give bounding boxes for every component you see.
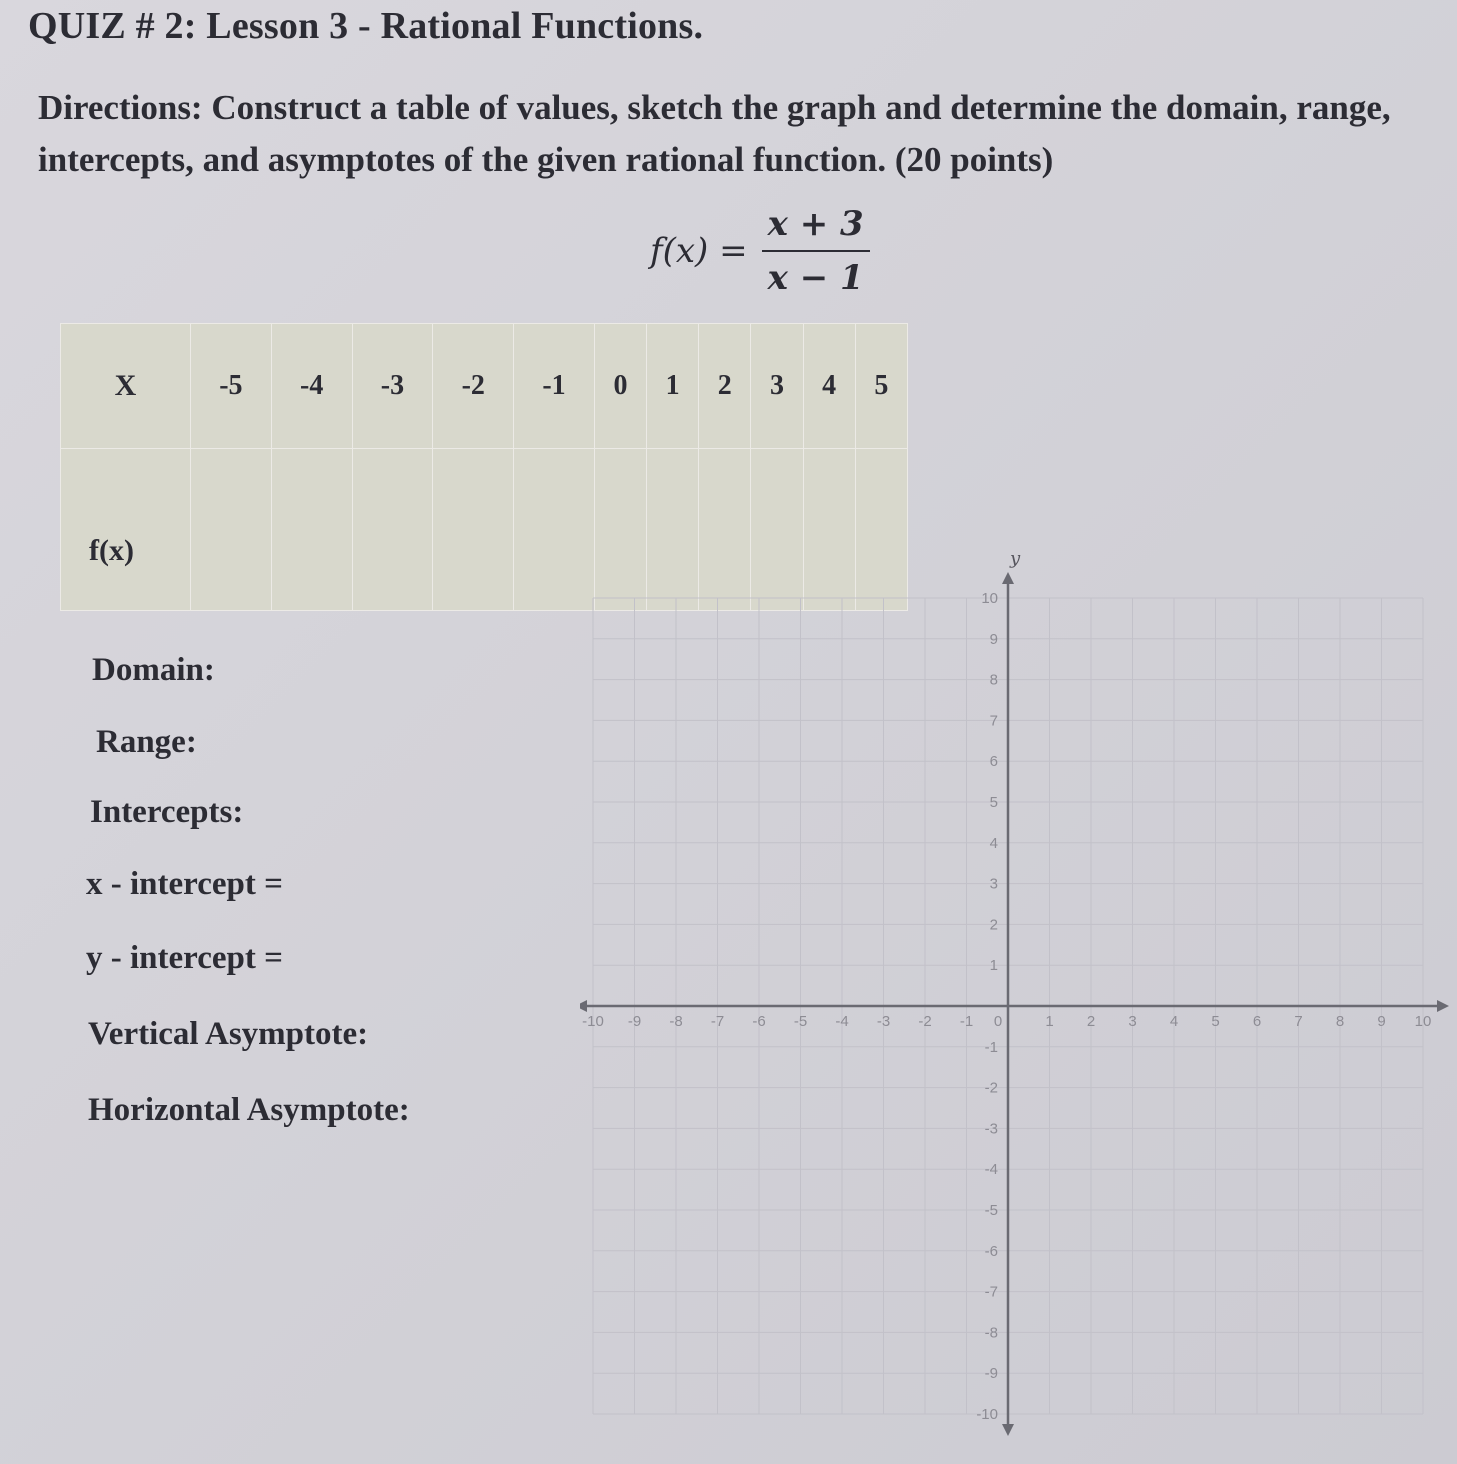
fx-answer-cell[interactable] [433, 449, 514, 611]
axes [580, 572, 1449, 1436]
y-tick-label: -1 [984, 1038, 998, 1056]
formula-denominator: x − 1 [767, 258, 864, 298]
x-value-cell: 0 [594, 324, 646, 449]
x-tick-label: -9 [627, 1013, 642, 1030]
x-tick-label: 5 [1211, 1013, 1220, 1030]
y-tick-label: -7 [984, 1283, 998, 1301]
fx-answer-cell[interactable] [271, 449, 352, 611]
coordinate-plane[interactable] [580, 548, 1450, 1448]
y-tick-label: 10 [981, 590, 998, 607]
y-tick-label: -2 [984, 1079, 998, 1097]
x-intercept-label: x - intercept = [86, 866, 283, 902]
formula-lhs: f(x) = [650, 231, 748, 271]
x-tick-label: 7 [1294, 1013, 1303, 1030]
x-tick-label: -8 [669, 1013, 683, 1030]
x-row [61, 324, 908, 449]
horizontal-asymptote-label: Horizontal Asymptote: [88, 1092, 410, 1128]
y-tick-label: 3 [989, 875, 998, 893]
x-value-cell: 2 [699, 324, 751, 449]
x-tick-label: -7 [710, 1013, 725, 1030]
vertical-asymptote-label: Vertical Asymptote: [88, 1016, 369, 1052]
y-tick-label: 5 [989, 794, 998, 811]
x-tick-label: -3 [876, 1013, 891, 1030]
x-tick-label: 2 [1086, 1013, 1096, 1030]
x-tick-label: -2 [918, 1013, 932, 1030]
y-tick-label: 8 [989, 671, 998, 689]
x-axis-arrow-left [580, 1000, 587, 1012]
x-value-cell: -5 [191, 324, 272, 449]
y-axis-arrow-up [1002, 572, 1014, 584]
y-axis-label: y [1010, 548, 1021, 569]
y-tick-label: 7 [989, 712, 998, 730]
fx-answer-cell[interactable] [191, 449, 272, 611]
y-tick-label: 1 [989, 957, 998, 975]
y-axis-arrow-down [1002, 1424, 1014, 1436]
y-tick-label: -5 [984, 1202, 998, 1219]
x-tick-label: -6 [752, 1013, 766, 1030]
y-tick-label: -6 [984, 1242, 998, 1260]
rational-function-formula [650, 204, 870, 298]
y-tick-label: 2 [989, 916, 998, 934]
y-tick-label: 4 [989, 834, 998, 852]
y-tick-label: -10 [976, 1406, 998, 1423]
x-tick-label: 0 [993, 1013, 1003, 1030]
intercepts-label: Intercepts: [90, 794, 244, 830]
x-tick-label: 6 [1252, 1013, 1262, 1030]
x-value-cell: 3 [751, 324, 803, 449]
y-tick-label: -3 [984, 1120, 998, 1138]
x-tick-label: 9 [1377, 1013, 1386, 1030]
x-tick-label: 4 [1169, 1013, 1179, 1030]
x-value-cell: 5 [855, 324, 907, 449]
directions-text: Directions: Construct a table of values, sketch the graph and determine the domain, range, intercepts, and asymptotes of the given rational function. (20 points) [38, 88, 1391, 179]
x-tick-label: 3 [1128, 1013, 1137, 1030]
y-tick-label: -4 [984, 1161, 998, 1179]
x-tick-label: -1 [959, 1013, 974, 1030]
y-tick-label: 6 [989, 753, 998, 771]
x-tick-label: 10 [1414, 1013, 1432, 1030]
formula-fraction [762, 204, 870, 298]
quiz-title: QUIZ # 2: Lesson 3 - Rational Functions. [28, 5, 704, 47]
y-tick-label: 9 [989, 630, 998, 648]
x-value-cell: -3 [352, 324, 433, 449]
x-tick-label: -10 [582, 1013, 604, 1030]
y-tick-label: -9 [984, 1365, 998, 1383]
x-value-cell: -1 [514, 324, 595, 449]
x-tick-label: 8 [1335, 1013, 1345, 1030]
x-value-cell: 1 [647, 324, 699, 449]
fx-answer-cell[interactable] [352, 449, 433, 611]
x-tick-label: -4 [835, 1013, 849, 1030]
x-axis-arrow-right [1437, 1000, 1449, 1012]
y-intercept-label: y - intercept = [86, 940, 283, 976]
domain-label: Domain: [92, 652, 215, 688]
range-label: Range: [96, 724, 197, 760]
x-header: X [61, 324, 191, 449]
x-tick-label: 1 [1045, 1013, 1054, 1030]
x-value-cell: -2 [433, 324, 514, 449]
x-tick-label: -5 [793, 1013, 808, 1030]
x-value-cell: 4 [803, 324, 855, 449]
fx-header: f(x) [61, 449, 191, 611]
formula-numerator: x + 3 [762, 204, 870, 252]
y-tick-label: -8 [984, 1324, 998, 1342]
x-value-cell: -4 [271, 324, 352, 449]
